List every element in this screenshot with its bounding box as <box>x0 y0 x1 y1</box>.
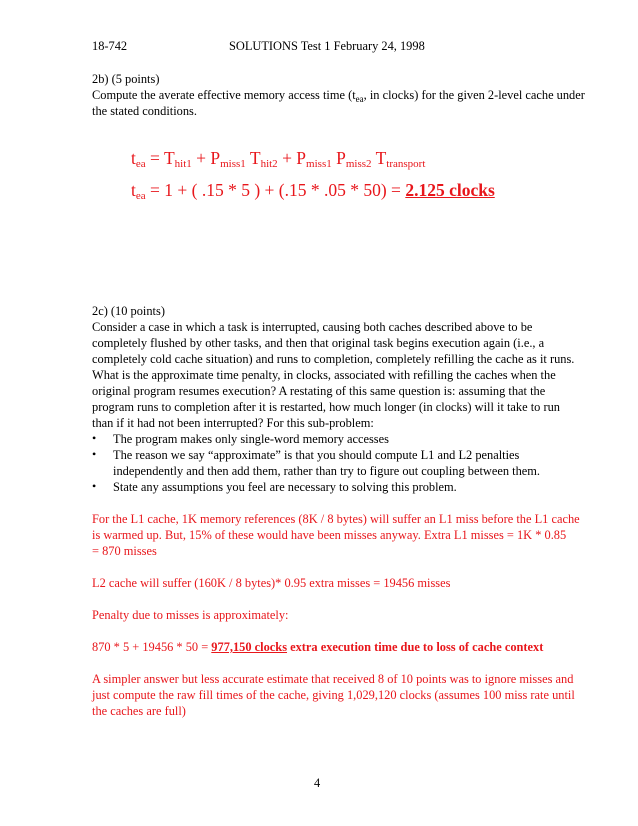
bullet-item: The program makes only single-word memory accesses <box>113 432 389 446</box>
question-2c-heading: 2c) (10 points) <box>92 304 165 318</box>
penalty-calculation: 870 * 5 + 19456 * 50 = 977,150 clocks extra execution time due to loss of cache context <box>92 640 544 654</box>
question-2c-line: program runs to completion after it is restarted, how much longer (in clocks) will it take to run <box>92 400 560 414</box>
simpler-answer-line: just compute the raw fill times of the cache, giving 1,029,120 clocks (assumes 100 miss rate until <box>92 688 575 702</box>
question-2b-prompt-line: Compute the averate effective memory access time ($t_{ea}$, in clocks) for the given 2-level cache under <box>92 88 585 104</box>
answer-l2-line: L2 cache will suffer (160K / 8 bytes)* 0.95 extra misses = 19456 misses <box>92 576 451 590</box>
header-title: SOLUTIONS Test 1 February 24, 1998 <box>229 39 425 53</box>
result-2c: 977,150 clocks <box>211 640 288 654</box>
question-2c-line: What is the approximate time penalty, in clocks, associated with refilling the caches when the <box>92 368 556 382</box>
penalty-intro: Penalty due to misses is approximately: <box>92 608 289 622</box>
bullet-item: State any assumptions you feel are necessary to solving this problem. <box>113 480 457 494</box>
course-number: 18-742 <box>92 39 128 53</box>
bullet-icon: • <box>92 447 97 461</box>
question-2b-prompt-line: the stated conditions. <box>92 104 197 118</box>
bullet-item: The reason we say “approximate” is that you should compute L1 and L2 penalties <box>113 448 520 462</box>
question-2c-line: completely cold cache situation) and runs to completion, completely refilling the cache as it runs. <box>92 352 575 366</box>
question-2c-line: completely flushed by other tasks, and then that original task begins execution again (i.e., a <box>92 336 545 350</box>
question-2c-line: original program resumes execution? A restating of this same question is: assuming that the <box>92 384 546 398</box>
bullet-icon: • <box>92 431 97 445</box>
bullet-item-continuation: independently and then add them, rather than try to figure out coupling between them. <box>113 464 541 478</box>
formula-general: $t_{ea} = T_{hit1} + P_{miss1}$ $T_{hit2} + P_{miss1}$ $P_{miss2}$ $T_{transport}$ <box>131 148 426 170</box>
question-2c-line: Consider a case in which a task is interrupted, causing both caches described above to be <box>92 320 533 334</box>
page-number: 4 <box>314 776 321 790</box>
formula-calculation: $t_{ea} = 1$ + ( .15 * 5 ) + (.15 * .05 * 50) = 2.125 clocks <box>131 180 495 202</box>
bullet-icon: • <box>92 479 97 493</box>
question-2c-line: than if it had not been interrupted? For this sub-problem: <box>92 416 374 430</box>
question-2b-heading: 2b) (5 points) <box>92 72 160 86</box>
result-2b: 2.125 clocks <box>405 180 495 200</box>
answer-l1-line: For the L1 cache, 1K memory references (8K / 8 bytes) will suffer an L1 miss before the L1 cache <box>92 512 580 526</box>
answer-l1-line: = 870 misses <box>92 544 157 558</box>
simpler-answer-line: A simpler answer but less accurate estimate that received 8 of 10 points was to ignore misses and <box>92 672 574 686</box>
answer-l1-line: is warmed up. But, 15% of these would have been misses anyway. Extra L1 misses = 1K * 0.85 <box>92 528 567 542</box>
simpler-answer-line: the caches are full) <box>92 704 186 718</box>
